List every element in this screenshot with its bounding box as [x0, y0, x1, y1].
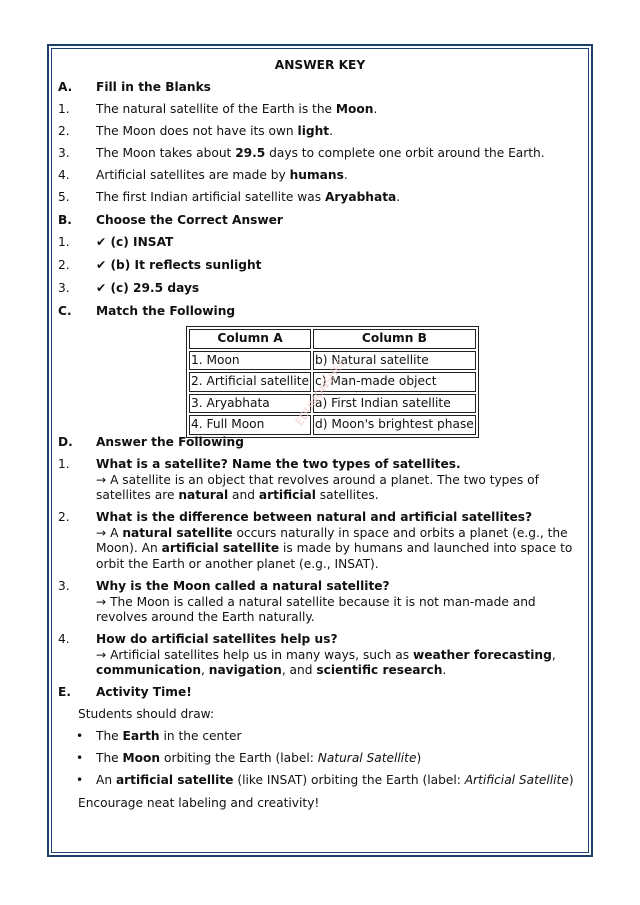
table-row: 2. Artificial satellite c) Man-made object: [189, 372, 476, 392]
watermark: EDUMONSHEE: [292, 355, 349, 429]
question: What is a satellite? Name the two types of satellites.: [96, 457, 461, 471]
answer: → Artificial satellites help us in many ways, such as weather forecasting, communication, navigation, and scientific research.: [96, 647, 556, 677]
question: What is the difference between natural and artificial satellites?: [96, 510, 533, 524]
table-row: 4. Full Moon d) Moon's brightest phase: [189, 415, 476, 435]
page-title: ANSWER KEY: [274, 58, 366, 72]
table-row: 1. Moon b) Natural satellite: [189, 351, 476, 371]
column-a-header: Column A: [189, 329, 311, 349]
answer: → The Moon is called a natural satellite because it is not man-made and revolves around the Earth naturally.: [96, 594, 536, 624]
column-b-header: Column B: [313, 329, 476, 349]
bullet-icon: •: [76, 773, 84, 787]
bullet-icon: •: [76, 729, 84, 743]
answer: → A satellite is an object that revolves around a planet. The two types of satellites are natural and artificial satellites.: [96, 472, 539, 502]
answer: → A natural satellite occurs naturally in space and orbits a planet (e.g., the Moon). An artificial satellite is made by humans and launched into space to orbit the Earth or another planet (e.g., INSAT).: [96, 525, 573, 571]
question: How do artificial satellites help us?: [96, 632, 338, 646]
bullet-icon: •: [76, 751, 84, 765]
question: Why is the Moon called a natural satellite?: [96, 579, 390, 593]
table-header-row: [189, 329, 476, 349]
table-row: 3. Aryabhata a) First Indian satellite: [189, 394, 476, 414]
